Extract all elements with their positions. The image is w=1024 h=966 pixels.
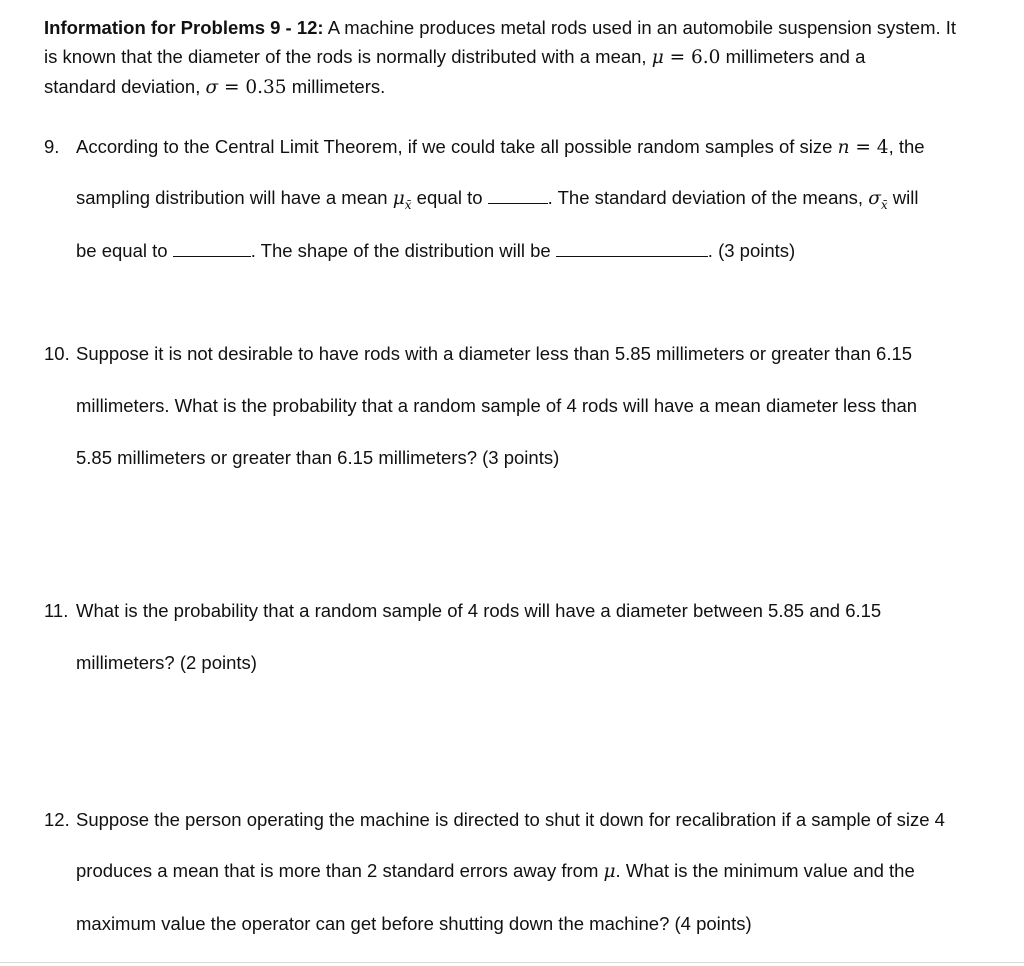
q12-line-2-text: produces a mean that is more than 2 standard errors away from [76, 860, 604, 881]
xbar-subscript: x̄ [404, 198, 412, 212]
q12-line-2 [76, 859, 915, 884]
q9-line-2-text: sampling distribution will have a mean [76, 187, 393, 208]
n-symbol: n [837, 137, 850, 158]
q9-line-1-text: According to the Central Limit Theorem, if we could take all possible random samples of size [76, 136, 838, 157]
sample-size-value: = 4 [849, 137, 889, 158]
info-line-2 [44, 45, 865, 70]
q9-line-3-text: be equal to [76, 240, 173, 261]
sd-value: = 0.35 [218, 77, 287, 98]
info-line-3 [44, 75, 385, 100]
q9-number: 9. [44, 136, 60, 157]
info-line-1 [44, 16, 956, 40]
q9-line-1 [76, 135, 925, 160]
q10-line-2: millimeters. What is the probability that a random sample of 4 rods will have a mean diameter less than [76, 395, 918, 416]
sigma-symbol: σ [205, 77, 219, 98]
q10-line-3: 5.85 millimeters or greater than 6.15 millimeters? (3 points) [76, 447, 560, 468]
q9-line-3 [76, 239, 795, 263]
mu-symbol-q12: μ [603, 861, 616, 882]
q11-number: 11. [44, 600, 69, 621]
answer-blank-mean[interactable] [488, 188, 548, 204]
q9-line-2-equal: equal to [411, 187, 488, 208]
mu-xbar-symbol: μ [392, 188, 405, 209]
q12-number: 12. [44, 809, 70, 830]
info-line-2-text: is known that the diameter of the rods is normally distributed with a mean, [44, 46, 652, 67]
answer-blank-shape[interactable] [556, 241, 708, 257]
page-bottom-divider [0, 962, 1024, 963]
q12-line-2-end: . What is the minimum value and the [615, 860, 915, 881]
answer-blank-sd[interactable] [173, 241, 251, 257]
mu-symbol: μ [651, 47, 664, 68]
info-line-3-unit: millimeters. [286, 76, 386, 97]
q12-line-3: maximum value the operator can get before shutting down the machine? (4 points) [76, 913, 752, 934]
q9-line-1-end: , the [888, 136, 925, 157]
info-line-3-text: standard deviation, [44, 76, 206, 97]
q9-points: . (3 points) [707, 240, 796, 261]
mean-value: = 6.0 [663, 47, 721, 68]
q9-line-2-sd-text: . The standard deviation of the means, [547, 187, 869, 208]
info-line-2-unit: millimeters and a [720, 46, 866, 67]
info-heading: Information for Problems 9 - 12: [44, 17, 324, 38]
q9-line-2-end: will [887, 187, 919, 208]
q10-line-1: Suppose it is not desirable to have rods with a diameter less than 5.85 millimeters or greater than 6.15 [76, 343, 913, 364]
q10-number: 10. [44, 343, 70, 364]
sigma-xbar-symbol: σ [868, 188, 881, 209]
q9-line-2 [76, 186, 918, 212]
q11-line-2: millimeters? (2 points) [76, 652, 257, 673]
info-line-1-text: A machine produces metal rods used in an automobile suspension system. It [327, 17, 957, 38]
q11-line-1: What is the probability that a random sample of 4 rods will have a diameter between 5.85 and 6.15 [76, 600, 882, 621]
xbar-subscript-2: x̄ [880, 198, 888, 212]
q12-line-1: Suppose the person operating the machine is directed to shut it down for recalibration if a sample of size 4 [76, 809, 945, 830]
q9-line-3-shape-text: . The shape of the distribution will be [250, 240, 556, 261]
